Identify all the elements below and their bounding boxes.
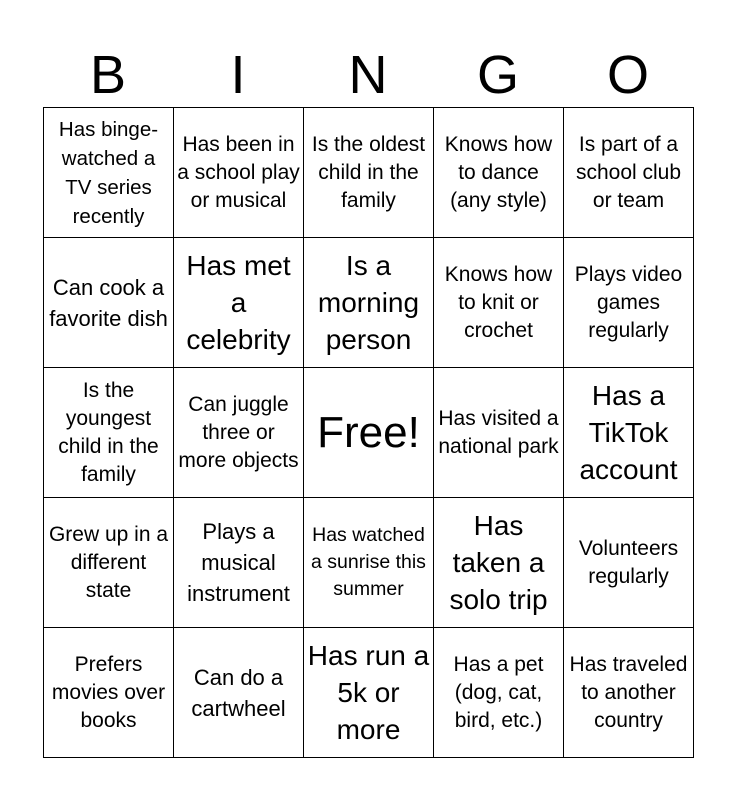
board-row [44, 368, 694, 498]
header-letter-n: N [348, 45, 388, 105]
bingo-cell[interactable]: Can juggle three or more objects [174, 368, 304, 498]
bingo-cell[interactable]: Has binge-watched a TV series recently [44, 108, 174, 238]
bingo-cell[interactable]: Plays video games regularly [564, 238, 694, 368]
bingo-cell[interactable]: Has a TikTok account [564, 368, 694, 498]
bingo-cell[interactable]: Is part of a school club or team [564, 108, 694, 238]
bingo-cell[interactable]: Is the youngest child in the family [44, 368, 174, 498]
bingo-cell[interactable]: Plays a musical instrument [174, 498, 304, 628]
bingo-header [43, 44, 693, 106]
bingo-cell[interactable]: Volunteers regularly [564, 498, 694, 628]
bingo-cell[interactable]: Has met a celebrity [174, 238, 304, 368]
bingo-cell[interactable]: Can do a cartwheel [174, 628, 304, 758]
bingo-cell[interactable]: Can cook a favorite dish [44, 238, 174, 368]
bingo-cell[interactable]: Has been in a school play or musical [174, 108, 304, 238]
bingo-cell[interactable]: Is a morning person [304, 238, 434, 368]
board-row [44, 498, 694, 628]
board-row [44, 628, 694, 758]
bingo-cell[interactable]: Has run a 5k or more [304, 628, 434, 758]
header-letter-o: O [606, 45, 649, 105]
board-row [44, 238, 694, 368]
board-row [44, 108, 694, 238]
bingo-cell[interactable]: Has watched a sunrise this summer [304, 498, 434, 628]
bingo-cell[interactable]: Is the oldest child in the family [304, 108, 434, 238]
bingo-cell[interactable]: Has traveled to another country [564, 628, 694, 758]
header-letter-g: G [476, 45, 519, 105]
bingo-cell[interactable]: Has a pet (dog, cat, bird, etc.) [434, 628, 564, 758]
bingo-cell[interactable]: Grew up in a different state [44, 498, 174, 628]
free-cell[interactable]: Free! [304, 368, 434, 498]
bingo-cell[interactable]: Knows how to dance (any style) [434, 108, 564, 238]
bingo-cell[interactable]: Has visited a national park [434, 368, 564, 498]
bingo-cell[interactable]: Prefers movies over books [44, 628, 174, 758]
header-letter-i: I [230, 45, 246, 105]
header-letter-b: B [89, 45, 127, 105]
bingo-cell[interactable]: Knows how to knit or crochet [434, 238, 564, 368]
bingo-cell[interactable]: Has taken a solo trip [434, 498, 564, 628]
bingo-board [43, 107, 694, 758]
